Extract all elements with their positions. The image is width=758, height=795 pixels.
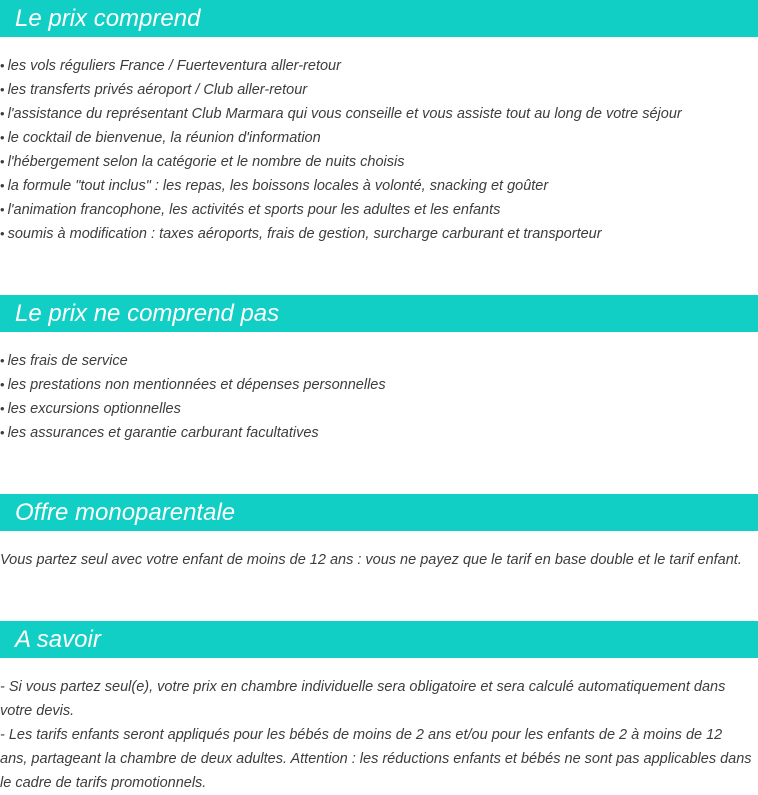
section-header-single-parent xyxy=(0,494,758,531)
section-title-good-to-know: A savoir xyxy=(15,626,101,653)
list-item: • l'hébergement selon la catégorie et le nombre de nuits choisis xyxy=(0,154,405,170)
bullet-icon: • xyxy=(0,202,5,217)
section-title-excluded: Le prix ne comprend pas xyxy=(15,300,280,327)
list-item: • les prestations non mentionnées et dépenses personnelles xyxy=(0,377,386,393)
bullet-icon: • xyxy=(0,82,5,97)
list-item: • les transferts privés aéroport / Club aller-retour xyxy=(0,82,308,98)
bullet-icon: • xyxy=(0,401,5,416)
excluded-list xyxy=(0,349,386,445)
bullet-icon: • xyxy=(0,178,5,193)
bullet-icon: • xyxy=(0,58,5,73)
section-title-single-parent: Offre monoparentale xyxy=(15,499,236,526)
section-title-included: Le prix comprend xyxy=(15,5,201,32)
list-item: • les excursions optionnelles xyxy=(0,401,181,417)
section-header-good-to-know xyxy=(0,621,758,658)
section-header-included xyxy=(0,0,758,37)
good-to-know-paragraph-1: - Si vous partez seul(e), votre prix en chambre individuelle sera obligatoire et sera calculé automatiquement dans votre devis. xyxy=(0,679,726,719)
good-to-know-paragraph-2: - Les tarifs enfants seront appliqués pour les bébés de moins de 2 ans et/ou pour les enfants de 2 à moins de 12 ans, partageant la chambre de deux adultes. Attention : les réductions enfants et bébés ne sont pas applicables dans le cadre de tarifs promotionnels. xyxy=(0,727,752,791)
section-header-excluded xyxy=(0,295,758,332)
list-item: • l'assistance du représentant Club Marmara qui vous conseille et vous assiste tout au long de votre séjour xyxy=(0,106,682,122)
single-parent-text: Vous partez seul avec votre enfant de moins de 12 ans : vous ne payez que le tarif en base double et le tarif enfant. xyxy=(0,552,742,568)
list-item: • les assurances et garantie carburant facultatives xyxy=(0,425,319,441)
bullet-icon: • xyxy=(0,130,5,145)
bullet-icon: • xyxy=(0,154,5,169)
included-list xyxy=(0,54,682,246)
bullet-icon: • xyxy=(0,353,5,368)
bullet-icon: • xyxy=(0,226,5,241)
list-item: • le cocktail de bienvenue, la réunion d'information xyxy=(0,130,321,146)
bullet-icon: • xyxy=(0,377,5,392)
list-item: • les vols réguliers France / Fuerteventura aller-retour xyxy=(0,58,341,74)
list-item: • les frais de service xyxy=(0,353,128,369)
list-item: • l'animation francophone, les activités et sports pour les adultes et les enfants xyxy=(0,202,501,218)
list-item: • soumis à modification : taxes aéroports, frais de gestion, surcharge carburant et transporteur xyxy=(0,226,602,242)
bullet-icon: • xyxy=(0,425,5,440)
list-item: • la formule "tout inclus" : les repas, les boissons locales à volonté, snacking et goûter xyxy=(0,178,549,194)
bullet-icon: • xyxy=(0,106,5,121)
